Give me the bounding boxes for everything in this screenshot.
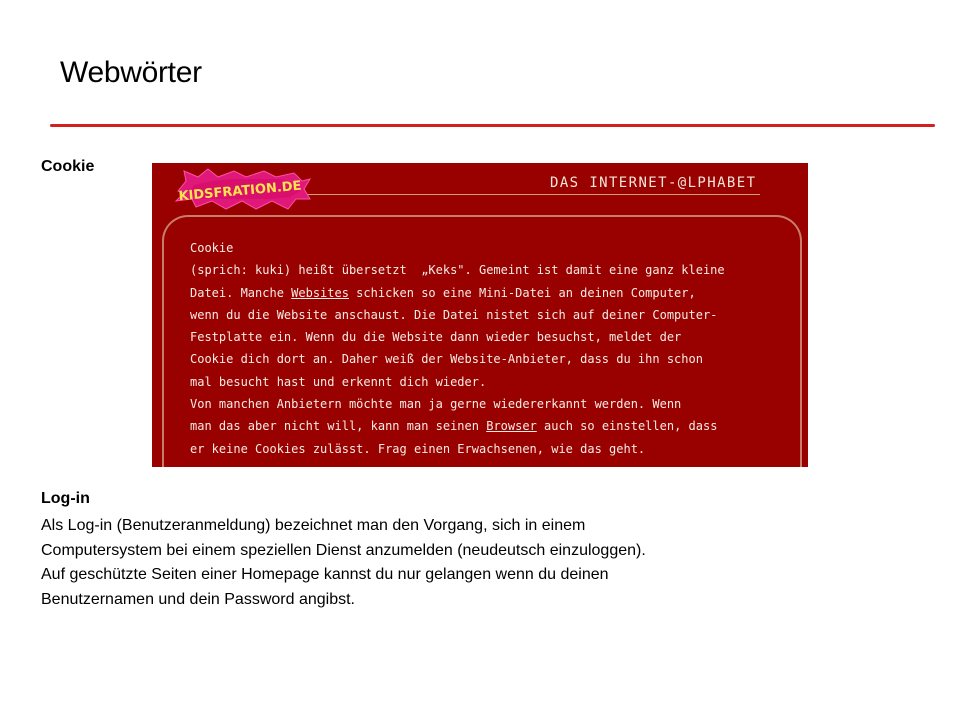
panel-header-rule-right bbox=[692, 194, 760, 195]
cookie-heading: Cookie bbox=[41, 158, 95, 175]
panel-line: er keine Cookies zulässt. Frag einen Erwachsenen, wie das geht. bbox=[190, 441, 646, 456]
panel-line: Cookie dich dort an. Daher weiß der Website-Anbieter, dass du ihn schon bbox=[190, 352, 703, 367]
svg-text:KIDSFRATION.DE: KIDSFRATION.DE bbox=[177, 178, 303, 205]
login-definition-text bbox=[41, 514, 921, 612]
panel-line: Von manchen Anbietern möchte man ja gerne wiedererkannt werden. Wenn bbox=[190, 397, 682, 412]
kidsfration-logo bbox=[172, 167, 312, 211]
panel-line: (sprich: kuki) heißt übersetzt „Keks". Gemeint ist damit eine ganz kleine bbox=[190, 263, 725, 278]
login-line: Computersystem bei einem speziellen Dienst anzumelden (neudeutsch einzuloggen). bbox=[41, 541, 646, 559]
browser-link[interactable]: Browser bbox=[486, 419, 537, 434]
websites-link[interactable]: Websites bbox=[291, 285, 349, 300]
logo-burst-icon bbox=[172, 167, 312, 211]
panel-line: wenn du die Website anschaust. Die Datei nistet sich auf deiner Computer- bbox=[190, 307, 718, 322]
cookie-definition-text bbox=[190, 237, 780, 460]
login-line: Auf geschützte Seiten einer Homepage kannst du nur gelangen wenn du deinen bbox=[41, 566, 609, 583]
panel-line: Festplatte ein. Wenn du die Website dann wieder besuchst, meldet der bbox=[190, 330, 682, 345]
panel-line: man das aber nicht will, kann man seinen Browser auch so einstellen, dass bbox=[190, 419, 718, 434]
panel-header-rule bbox=[302, 194, 692, 195]
login-line: Benutzernamen und dein Password angibst. bbox=[41, 590, 355, 608]
panel-header: DAS INTERNET-@LPHABET bbox=[550, 175, 757, 191]
panel-line: mal besucht hast und erkennt dich wieder. bbox=[190, 374, 487, 389]
panel-line: Datei. Manche Websites schicken so eine Mini-Datei an deinen Computer, bbox=[190, 285, 696, 300]
login-heading: Log-in bbox=[41, 490, 90, 507]
cookie-definition-panel bbox=[152, 163, 808, 467]
title-divider bbox=[50, 124, 935, 127]
panel-line: Cookie bbox=[190, 241, 234, 255]
page-title: Webwörter bbox=[60, 56, 202, 89]
login-line: Als Log-in (Benutzeranmeldung) bezeichnet man den Vorgang, sich in einem bbox=[41, 517, 586, 534]
